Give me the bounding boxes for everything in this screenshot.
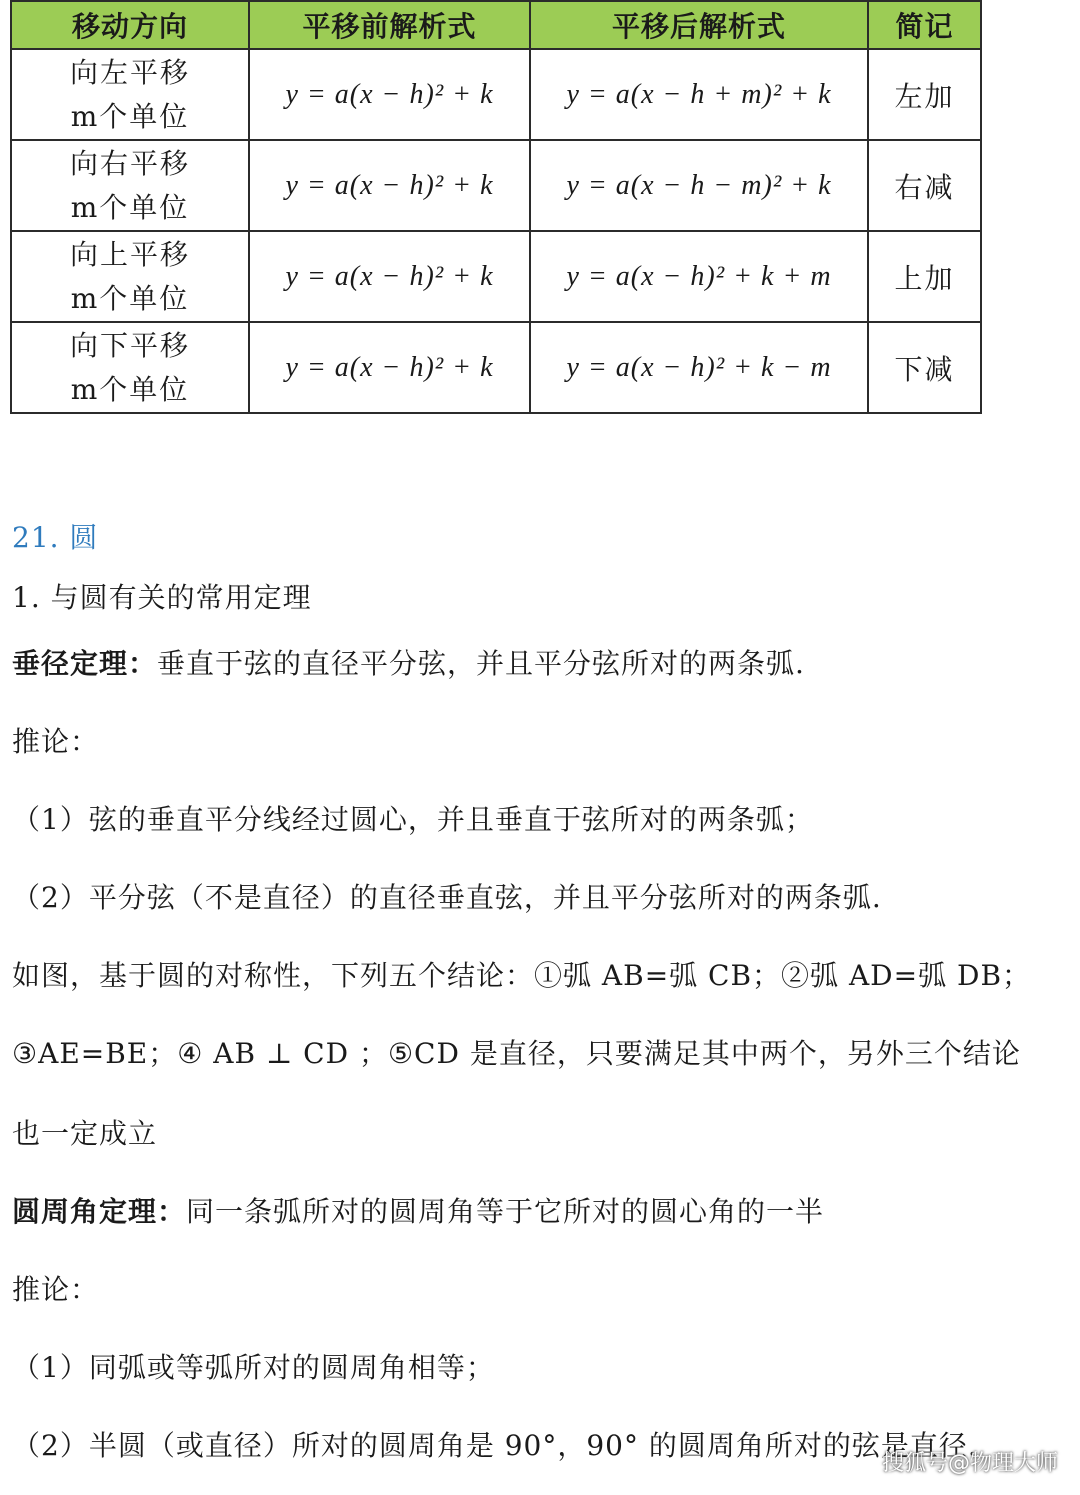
direction-unit: m个单位 <box>70 190 190 224</box>
memo-cell: 上加 <box>868 231 981 322</box>
direction-cell <box>11 322 249 413</box>
theorem-paragraph <box>12 642 805 682</box>
formula-before: y = a(x − h)² + k <box>249 231 530 322</box>
memo-cell: 下减 <box>868 322 981 413</box>
corollary-label: 推论： <box>12 1273 100 1306</box>
direction-line: 向左平移 <box>69 55 190 89</box>
header-direction: 移动方向 <box>11 1 249 49</box>
formula-before: y = a(x − h)² + k <box>249 49 530 140</box>
section-subtitle: 1. 与圆有关的常用定理 <box>12 581 312 614</box>
formula-before: y = a(x − h)² + k <box>249 140 530 231</box>
table-row <box>11 140 981 231</box>
formula-after: y = a(x − h)² + k − m <box>530 322 868 413</box>
formula-after: y = a(x − h − m)² + k <box>530 140 868 231</box>
corollary-item: （1）弦的垂直平分线经过圆心，并且垂直于弦所对的两条弧； <box>12 803 814 836</box>
theorem-text: 垂直于弦的直径平分弦，并且平分弦所对的两条弧. <box>157 647 805 680</box>
section-title: 21. 圆 <box>12 521 99 554</box>
header-memo: 简记 <box>868 1 981 49</box>
figure-conclusions-line: 也一定成立 <box>12 1117 158 1150</box>
direction-unit: m个单位 <box>70 281 190 315</box>
watermark: 搜狐号@物理大师 <box>881 1451 1058 1476</box>
corollary-label: 推论： <box>12 725 100 758</box>
memo-cell: 右减 <box>868 140 981 231</box>
formula-after: y = a(x − h + m)² + k <box>530 49 868 140</box>
table-row <box>11 322 981 413</box>
direction-cell <box>11 140 249 231</box>
table-header-row <box>11 1 981 49</box>
header-after: 平移后解析式 <box>530 1 868 49</box>
direction-cell <box>11 49 249 140</box>
direction-unit: m个单位 <box>70 372 190 406</box>
corollary-item: （2）半圆（或直径）所对的圆周角是 90°，90° 的圆周角所对的弦是直径. <box>12 1429 978 1462</box>
formula-before: y = a(x − h)² + k <box>249 322 530 413</box>
direction-line: 向下平移 <box>69 328 190 362</box>
corollary-item: （2）平分弦（不是直径）的直径垂直弦，并且平分弦所对的两条弧. <box>12 881 882 914</box>
memo-cell: 左加 <box>868 49 981 140</box>
direction-line: 向右平移 <box>69 146 190 180</box>
theorem-text: 同一条弧所对的圆周角等于它所对的圆心角的一半 <box>186 1195 825 1228</box>
figure-conclusions-line: 如图，基于圆的对称性，下列五个结论：①弧 AB=弧 CB；②弧 AD=弧 DB； <box>12 959 1032 992</box>
direction-cell <box>11 231 249 322</box>
figure-conclusions-line: ③AE=BE；④ AB ⊥ CD ；⑤CD 是直径，只要满足其中两个，另外三个结论 <box>12 1037 1021 1070</box>
theorem-paragraph <box>12 1190 824 1230</box>
theorem-label: 垂径定理： <box>12 647 158 680</box>
formula-after: y = a(x − h)² + k + m <box>530 231 868 322</box>
table-row <box>11 49 981 140</box>
translation-table <box>10 0 982 414</box>
direction-line: 向上平移 <box>69 237 190 271</box>
header-before: 平移前解析式 <box>249 1 530 49</box>
table-row <box>11 231 981 322</box>
theorem-label: 圆周角定理： <box>12 1195 187 1228</box>
direction-unit: m个单位 <box>70 99 190 133</box>
corollary-item: （1）同弧或等弧所对的圆周角相等； <box>12 1351 495 1384</box>
